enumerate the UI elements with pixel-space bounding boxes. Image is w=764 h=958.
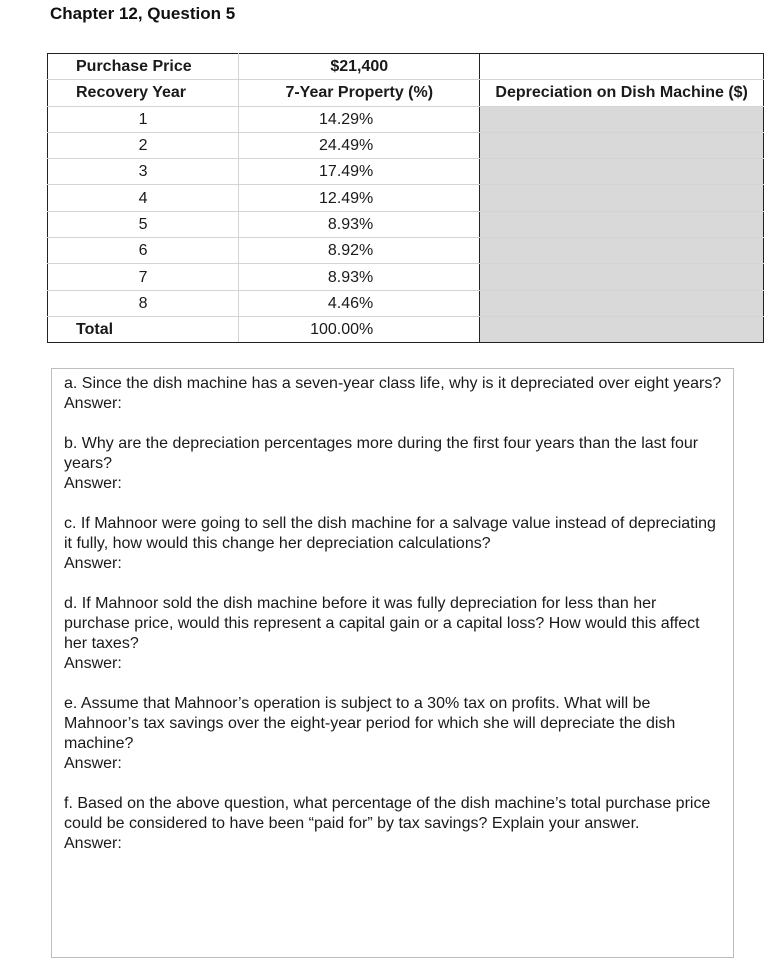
table-row [48, 185, 764, 211]
property-percent-header: 7-Year Property (%) [239, 80, 480, 106]
depreciation-table [47, 53, 764, 343]
year-cell: 5 [48, 211, 239, 237]
percent-cell: 8.93% [239, 211, 480, 237]
question-e [64, 694, 723, 774]
total-percent: 100.00% [239, 316, 480, 342]
answer-label[interactable]: Answer: [64, 555, 122, 572]
percent-cell: 4.46% [239, 290, 480, 316]
table-row [48, 290, 764, 316]
answer-label[interactable]: Answer: [64, 835, 122, 852]
page-title: Chapter 12, Question 5 [50, 4, 236, 23]
question-f [64, 794, 723, 854]
table-row [48, 238, 764, 264]
question-b [64, 434, 723, 494]
year-cell: 1 [48, 106, 239, 132]
depreciation-input-cell[interactable] [480, 264, 764, 290]
answer-label[interactable]: Answer: [64, 395, 122, 412]
total-label: Total [48, 316, 239, 342]
question-text: a. Since the dish machine has a seven-year class life, why is it depreciated over eight years? [64, 375, 722, 392]
answer-label[interactable]: Answer: [64, 655, 122, 672]
percent-cell: 12.49% [239, 185, 480, 211]
table-row [48, 159, 764, 185]
depreciation-header: Depreciation on Dish Machine ($) [480, 80, 764, 106]
purchase-price-value[interactable]: $21,400 [239, 54, 480, 80]
table-row [48, 264, 764, 290]
question-text: d. If Mahnoor sold the dish machine before it was fully depreciation for less than her purchase price, would this represent a capital gain or a capital loss? How would this affect her taxes? [64, 595, 700, 652]
year-cell: 7 [48, 264, 239, 290]
depreciation-input-cell[interactable] [480, 238, 764, 264]
depreciation-input-cell[interactable] [480, 132, 764, 158]
depreciation-input-cell[interactable] [480, 185, 764, 211]
questions-box[interactable] [51, 368, 734, 958]
year-cell: 4 [48, 185, 239, 211]
depreciation-input-cell[interactable] [480, 159, 764, 185]
percent-cell: 24.49% [239, 132, 480, 158]
depreciation-input-cell[interactable] [480, 290, 764, 316]
question-text: f. Based on the above question, what percentage of the dish machine’s total purchase price could be considered to have been “paid for” by tax savings? Explain your answer. [64, 795, 711, 832]
question-a [64, 374, 723, 414]
year-cell: 6 [48, 238, 239, 264]
total-depreciation-input-cell[interactable] [480, 316, 764, 342]
year-cell: 8 [48, 290, 239, 316]
question-text: e. Assume that Mahnoor’s operation is subject to a 30% tax on profits. What will be Mahnoor’s tax savings over the eight-year period for which she will depreciate the dish machine? [64, 695, 676, 752]
percent-cell: 17.49% [239, 159, 480, 185]
year-cell: 2 [48, 132, 239, 158]
table-row [48, 106, 764, 132]
answer-label[interactable]: Answer: [64, 475, 122, 492]
question-text: c. If Mahnoor were going to sell the dish machine for a salvage value instead of depreciating it fully, how would this change her depreciation calculations? [64, 515, 716, 552]
recovery-year-header: Recovery Year [48, 80, 239, 106]
table-row [48, 316, 764, 342]
table-row [48, 80, 764, 106]
table-row [48, 54, 764, 80]
purchase-price-label: Purchase Price [48, 54, 239, 80]
depreciation-input-cell[interactable] [480, 106, 764, 132]
header-blank-cell [480, 54, 764, 80]
percent-cell: 14.29% [239, 106, 480, 132]
question-text: b. Why are the depreciation percentages more during the first four years than the last four years? [64, 435, 699, 472]
question-d [64, 594, 723, 674]
percent-cell: 8.92% [239, 238, 480, 264]
table-row [48, 132, 764, 158]
answer-label[interactable]: Answer: [64, 755, 122, 772]
percent-cell: 8.93% [239, 264, 480, 290]
year-cell: 3 [48, 159, 239, 185]
depreciation-input-cell[interactable] [480, 211, 764, 237]
table-row [48, 211, 764, 237]
question-c [64, 514, 723, 574]
